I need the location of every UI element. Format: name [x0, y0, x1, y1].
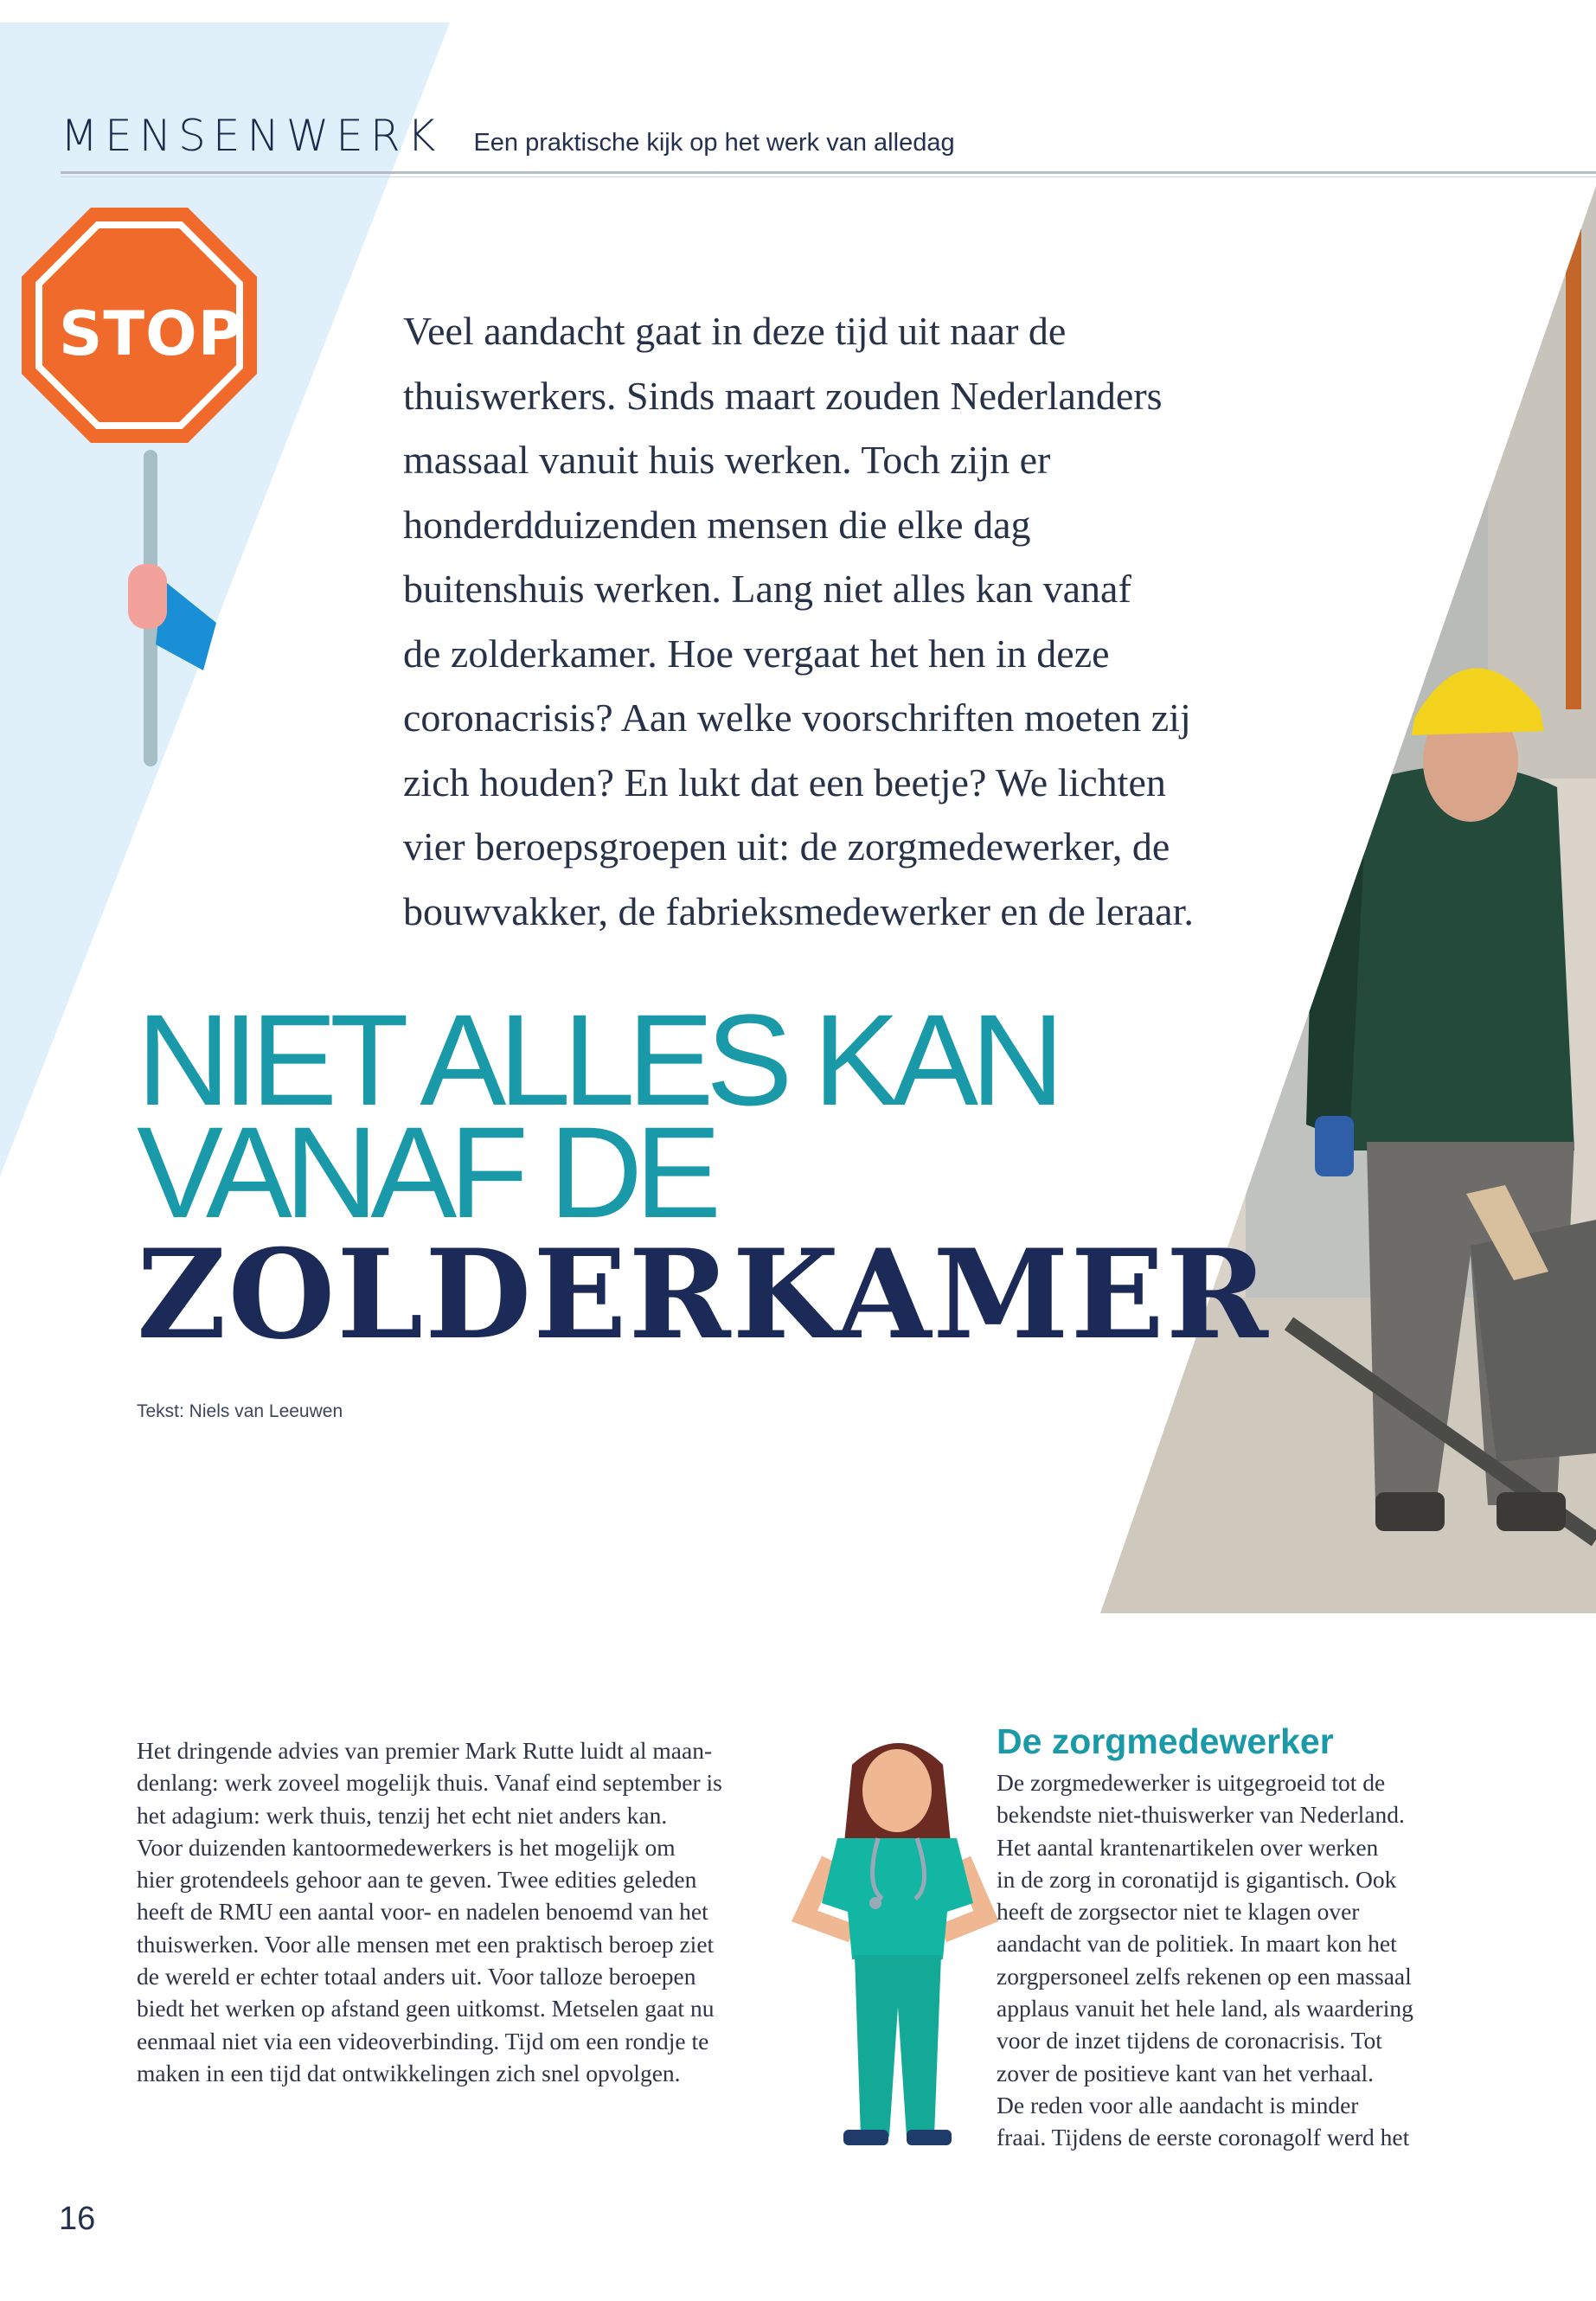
sidebar-line: applaus vanuit het hele land, als waardering — [997, 1995, 1413, 2022]
body-line: thuiswerken. Voor alle mensen met een praktisch beroep ziet — [137, 1930, 715, 1958]
headline-line-2: VANAF DE — [137, 1099, 715, 1245]
sidebar-line: voor de inzet tijdens de coronacrisis. Tot — [997, 2027, 1382, 2054]
body-line: hier grotendeels gehoor aan te geven. Twee edities geleden — [137, 1866, 697, 1894]
sidebar-heading: De zorgmedewerker — [997, 1721, 1334, 1761]
body-line: maken in een tijd dat ontwikkelingen zich snel opvolgen. — [137, 2059, 681, 2086]
body-line: de wereld er echter totaal anders uit. Voor talloze beroepen — [137, 1963, 696, 1990]
nurse-illustration — [804, 1743, 986, 2145]
body-line: biedt het werken op afstand geen uitkomst. Metselen gaat nu — [137, 1995, 715, 2022]
body-line: het adagium: werk thuis, tenzij het echt niet anders kan. — [137, 1801, 668, 1829]
headline-line-3: ZOLDERKAMER — [137, 1223, 1270, 1367]
sidebar-line: De zorgmedewerker is uitgegroeid tot de — [997, 1769, 1386, 1796]
body-text-column — [137, 1734, 777, 2089]
intro-paragraph — [403, 299, 1303, 944]
masthead — [61, 111, 955, 161]
page-number: 16 — [59, 2201, 96, 2237]
body-line: eenmaal niet via een videoverbinding. Tijd om een rondje te — [137, 2027, 709, 2054]
masthead-divider — [61, 171, 1596, 174]
sidebar-line: bekendste niet-thuiswerker van Nederland. — [997, 1801, 1405, 1829]
sidebar-line: heeft de zorgsector niet te klagen over — [997, 1898, 1360, 1926]
intro-line: coronacrisis? Aan welke voorschriften moeten zij — [403, 695, 1191, 740]
sidebar-line: in de zorg in coronatijd is gigantisch. Ook — [997, 1865, 1397, 1893]
masthead-divider-thin — [61, 176, 1596, 177]
body-line: denlang: werk zoveel mogelijk thuis. Vanaf eind september is — [137, 1769, 722, 1797]
intro-line: buitenshuis werken. Lang niet alles kan vanaf — [403, 567, 1131, 611]
intro-line: massaal vanuit huis werken. Toch zijn er — [403, 438, 1051, 482]
intro-line: vier beroepsgroepen uit: de zorgmedewerker, de — [403, 824, 1170, 868]
sidebar-line: zover de positieve kant van het verhaal. — [997, 2059, 1374, 2086]
author-byline: Tekst: Niels van Leeuwen — [137, 1401, 343, 1421]
sidebar-line: aandacht van de politiek. In maart kon het — [997, 1930, 1397, 1958]
intro-line: Veel aandacht gaat in deze tijd uit naar de — [403, 309, 1067, 353]
magazine-section-title: MENSENWERK — [61, 111, 443, 161]
body-line: Voor duizenden kantoormedewerkers is het mogelijk om — [137, 1833, 676, 1861]
body-line: heeft de RMU een aantal voor- en nadelen benoemd van het — [137, 1898, 708, 1926]
stop-sign-label: STOP — [59, 298, 243, 369]
sidebar-line: zorgpersoneel zelfs rekenen op een massaal — [997, 1962, 1412, 1990]
intro-line: zich houden? En lukt dat een beetje? We lichten — [403, 760, 1166, 804]
body-line: Het dringende advies van premier Mark Rutte luidt al maan- — [137, 1737, 713, 1764]
sidebar-line: De reden voor alle aandacht is minder — [997, 2091, 1359, 2118]
intro-line: de zolderkamer. Hoe vergaat het hen in deze — [403, 631, 1110, 676]
sidebar-line: Het aantal krantenartikelen over werken — [997, 1833, 1379, 1861]
sidebar-text-column — [997, 1766, 1481, 2154]
intro-line: thuiswerkers. Sinds maart zouden Nederlanders — [403, 373, 1163, 418]
sidebar-line: fraai. Tijdens de eerste coronagolf werd het — [997, 2124, 1410, 2151]
intro-line: honderdduizenden mensen die elke dag — [403, 502, 1031, 547]
intro-line: bouwvakker, de fabrieksmedewerker en de leraar. — [403, 888, 1194, 933]
article-headline — [137, 987, 1270, 1367]
magazine-section-subtitle: Een praktische kijk op het werk van alledag — [473, 129, 955, 157]
headline-line-1: NIET ALLES KAN — [137, 987, 1057, 1132]
